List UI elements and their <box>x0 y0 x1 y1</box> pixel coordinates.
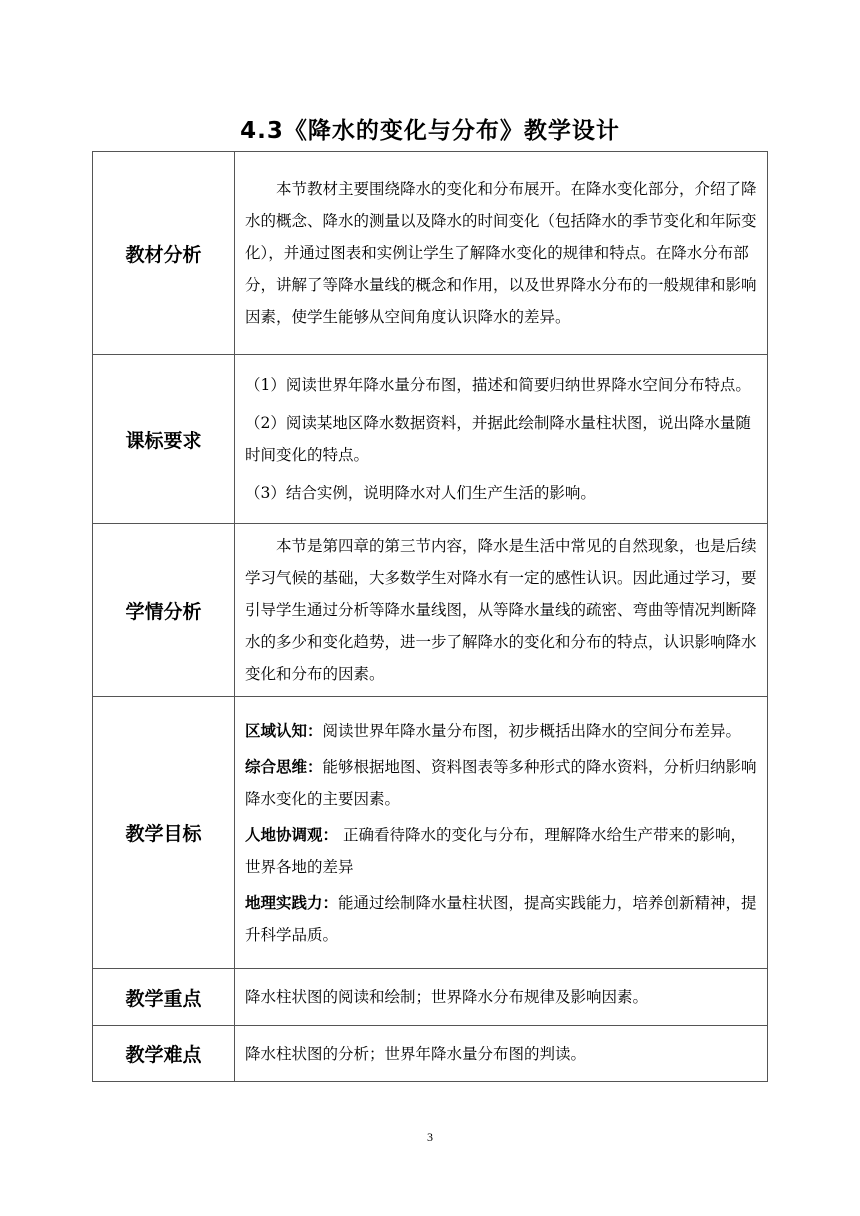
objective-item <box>245 887 757 951</box>
row-content-textbook <box>235 152 768 355</box>
row-content-objectives <box>235 697 768 969</box>
teaching-design-table <box>92 151 768 1082</box>
objective-item <box>245 751 757 815</box>
table-row-textbook <box>93 152 768 355</box>
row-label-textbook: 教材分析 <box>93 152 235 355</box>
objective-name: 地理实践力： <box>245 893 339 912</box>
table-row-standards <box>93 355 768 524</box>
objective-name: 综合思维： <box>245 757 323 776</box>
row-label-standards: 课标要求 <box>93 355 235 524</box>
row-label-key-points: 教学重点 <box>93 969 235 1026</box>
table-row-difficulties <box>93 1026 768 1082</box>
row-label-objectives: 教学目标 <box>93 697 235 969</box>
table-row-students <box>93 524 768 697</box>
objective-text: 阅读世界年降水量分布图，初步概括出降水的空间分布差异。 <box>322 721 742 740</box>
table-row-objectives <box>93 697 768 969</box>
objective-name: 人地协调观： <box>245 825 339 844</box>
row-content-standards <box>235 355 768 524</box>
row-label-students: 学情分析 <box>93 524 235 697</box>
objective-name: 区域认知： <box>245 721 323 740</box>
row-label-difficulties: 教学难点 <box>93 1026 235 1082</box>
standard-item: （1）阅读世界年降水量分布图，描述和简要归纳世界降水空间分布特点。 <box>245 376 751 394</box>
page-number: 3 <box>427 1130 433 1144</box>
objective-item <box>245 819 757 883</box>
row-content-difficulties: 降水柱状图的分析；世界年降水量分布图的判读。 <box>235 1026 768 1082</box>
row-content-students <box>235 524 768 697</box>
objective-text: 能通过绘制降水量柱状图，提高实践能力，培养创新精神，提升科学品质。 <box>245 893 757 944</box>
table-row-key-points <box>93 969 768 1026</box>
document-title: 4.3《降水的变化与分布》教学设计 <box>240 118 620 144</box>
textbook-analysis-text: 本节教材主要围绕降水的变化和分布展开。在降水变化部分，介绍了降水的概念、降水的测量以及降水的时间变化（包括降水的季节变化和年际变化），并通过图表和实例让学生了解降水变化的规律和特点。在降水分布部分，讲解了等降水量线的概念和作用，以及世界降水分布的一般规律和影响因素，使学生能够从空间角度认识降水的差异。 <box>245 180 757 326</box>
objective-text: 能够根据地图、资料图表等多种形式的降水资料，分析归纳影响降水变化的主要因素。 <box>245 757 757 808</box>
objective-item <box>245 715 757 747</box>
standard-item: （2）阅读某地区降水数据资料，并据此绘制降水量柱状图，说出降水量随时间变化的特点。 <box>245 414 751 464</box>
standard-item: （3）结合实例，说明降水对人们生产生活的影响。 <box>245 484 596 502</box>
objective-text: 正确看待降水的变化与分布，理解降水给生产带来的影响，世界各地的差异 <box>245 825 746 876</box>
row-content-key-points: 降水柱状图的阅读和绘制；世界降水分布规律及影响因素。 <box>235 969 768 1026</box>
student-analysis-text: 本节是第四章的第三节内容，降水是生活中常见的自然现象，也是后续学习气候的基础，大多数学生对降水有一定的感性认识。因此通过学习，要引导学生通过分析等降水量线图，从等降水量线的疏密、弯曲等情况判断降水的多少和变化趋势，进一步了解降水的变化和分布的特点，认识影响降水变化和分布的因素。 <box>245 537 757 683</box>
